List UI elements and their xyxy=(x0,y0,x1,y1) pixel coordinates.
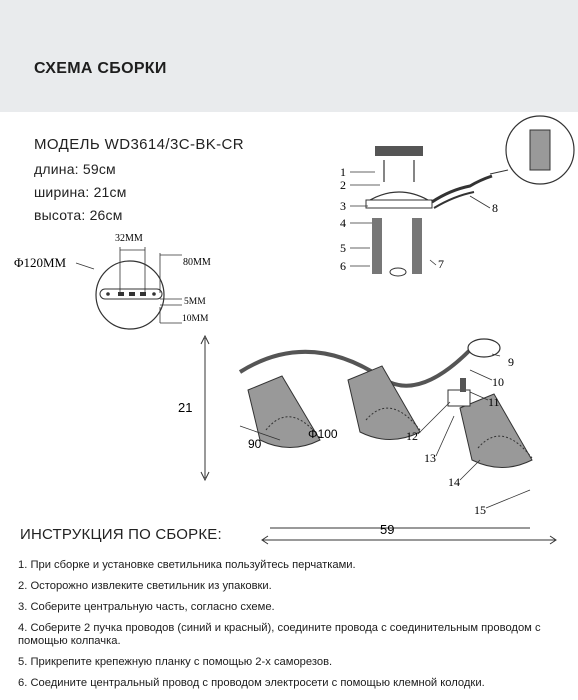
length-dimension xyxy=(260,516,560,548)
callout-15: 15 xyxy=(474,503,486,517)
callout-14: 14 xyxy=(448,475,460,489)
height-dim-label: 21 xyxy=(178,400,193,415)
slot-length-label: 80ММ xyxy=(183,257,211,268)
ceiling-plate xyxy=(375,146,423,156)
end-cap xyxy=(468,339,500,357)
callout-4: 4 xyxy=(340,216,346,230)
depth-b-label: 10ММ xyxy=(182,314,209,324)
instructions-list xyxy=(18,559,574,698)
instruction-step: 4. Соберите 2 пучка проводов (синий и красный), соедините провода с соединительным проводом с помощью колпачка. xyxy=(18,622,541,647)
spec-width-label: ширина: xyxy=(34,184,94,200)
callout-6: 6 xyxy=(340,259,346,273)
instruction-step: 1. При сборке и установке светильника пользуйтесь перчатками. xyxy=(18,559,356,571)
callout-1: 1 xyxy=(340,165,346,179)
plate-hole xyxy=(129,292,135,296)
shade-width-label: 90 xyxy=(248,437,262,451)
instruction-step: 5. Прикрепите крепежную планку с помощью 2-х саморезов. xyxy=(18,656,333,668)
callout-9: 9 xyxy=(508,355,514,369)
spec-length-value: 59см xyxy=(82,161,116,177)
spec-height xyxy=(34,207,123,223)
callout-3: 3 xyxy=(340,199,346,213)
instruction-step: 2. Осторожно извлеките светильник из упаковки. xyxy=(18,580,272,592)
page-title: СХЕМА СБОРКИ xyxy=(34,60,167,77)
callout-2: 2 xyxy=(340,178,346,192)
fixture-diagram xyxy=(170,320,570,530)
threaded-rod-right xyxy=(412,218,422,274)
shade-3 xyxy=(448,378,532,468)
hole-spacing-label: 32ММ xyxy=(115,233,143,244)
callout-13: 13 xyxy=(424,451,436,465)
callout-8: 8 xyxy=(492,201,498,215)
instruction-step: 3. Соберите центральную часть, согласно схеме. xyxy=(18,601,275,613)
header-band xyxy=(0,0,578,112)
instruction-step: 6. Соедините центральный провод с проводом электросети с помощью клемной колодки. xyxy=(18,677,485,689)
spec-width-value: 21см xyxy=(93,184,127,200)
spec-height-value: 26см xyxy=(89,207,123,223)
plate-hole xyxy=(106,292,110,296)
spec-length-label: длина: xyxy=(34,161,83,177)
plate-hole xyxy=(152,292,156,296)
spec-length xyxy=(34,161,116,177)
spec-height-label: высота: xyxy=(34,207,90,223)
callout-10: 10 xyxy=(492,375,504,389)
length-dim-label: 59 xyxy=(380,522,395,537)
plate-diameter-label: Φ120ММ xyxy=(14,255,67,270)
parts-exploded-diagram xyxy=(330,110,576,290)
callout-12: 12 xyxy=(406,429,418,443)
model-label: МОДЕЛЬ WD3614/3C-BK-CR xyxy=(34,136,245,153)
callout-11: 11 xyxy=(488,395,500,409)
callout-7: 7 xyxy=(438,257,444,271)
threaded-rod-left xyxy=(372,218,382,274)
shade-diameter-label: Φ100 xyxy=(308,427,338,441)
callout-5: 5 xyxy=(340,241,346,255)
depth-a-label: 5ММ xyxy=(184,297,206,307)
spec-width xyxy=(34,184,127,200)
instructions-title: ИНСТРУКЦИЯ ПО СБОРКЕ: xyxy=(20,526,222,543)
plate-hole xyxy=(118,292,124,296)
